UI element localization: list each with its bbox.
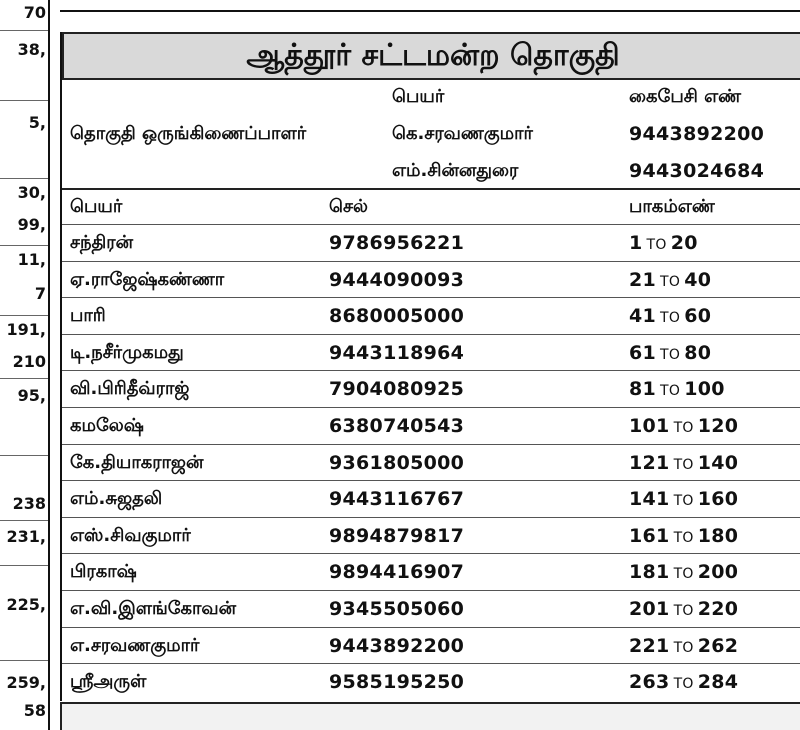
range-to: 220 [697,598,739,620]
table-cell-range [629,634,738,660]
range-from: 221 [629,634,670,657]
range-to: 200 [697,561,739,584]
left-value: 95, [17,386,46,405]
table-cell-range [629,451,738,477]
left-value: 70 [23,3,46,22]
left-value: 30, [17,183,46,202]
left-value: 210 [12,352,46,371]
range-to-label: TO [673,529,694,546]
table-cell-phone: 9345505060 [329,598,465,620]
divider [0,245,48,246]
table-cell-phone: 6380740543 [329,415,465,437]
table-cell-range [629,341,711,367]
range-from: 263 [629,671,670,694]
previous-row-fragment [60,0,800,12]
left-value: 191, [6,320,46,339]
constituency-panel [60,32,800,701]
left-value: 99, [17,215,46,234]
range-to-label: TO [646,237,667,253]
range-to: 284 [697,671,739,694]
table-cell-name: கே.தியாகராஜன் [70,451,204,473]
range-from: 201 [629,598,670,620]
row-divider [62,553,800,554]
table-cell-name: கமலேஷ் [70,415,144,436]
table-cell-phone: 9786956221 [329,232,465,254]
table-cell-phone: 9443116767 [329,488,465,511]
row-divider [62,627,800,628]
range-to: 140 [697,451,739,474]
range-from: 21 [629,268,657,291]
range-from: 61 [629,341,657,364]
range-to: 100 [684,378,725,401]
left-value: 7 [34,284,46,303]
table-cell-name: எஸ்.சிவகுமார் [70,524,191,546]
coordinator-name: எம்.சின்னதுரை [392,160,519,181]
row-divider [62,590,800,591]
range-to-label: TO [673,566,694,583]
row-divider [62,261,800,262]
range-from: 161 [629,524,670,547]
table-cell-name: பிரகாஷ் [70,561,137,583]
left-value: 238 [12,494,46,513]
row-divider [62,224,800,225]
range-to-label: TO [660,346,681,363]
range-from: 1 [629,232,643,254]
divider [0,378,48,379]
range-to: 120 [697,415,739,437]
left-value: 58 [23,701,46,720]
table-cell-name: டி.நசீர்முகமது [70,341,184,363]
table-header-phone: செல் [329,196,368,217]
table-cell-phone: 9585195250 [329,671,465,694]
range-from: 41 [629,305,657,328]
section-divider [62,188,800,190]
divider [0,565,48,566]
range-from: 121 [629,451,670,474]
left-value: 5, [28,113,46,132]
range-from: 181 [629,561,670,584]
row-divider [62,297,800,298]
table-cell-range [629,377,725,403]
left-value: 38, [17,40,46,59]
row-divider [62,517,800,518]
row-divider [62,407,800,408]
row-divider [62,370,800,371]
phone-header: கைபேசி எண் [629,86,742,107]
table-cell-phone: 9444090093 [329,268,465,291]
range-to: 80 [684,341,712,364]
table-cell-name: ஸ்ரீஅருள் [70,671,147,693]
table-cell-range [629,304,711,330]
divider [0,315,48,316]
table-cell-range [629,487,738,513]
divider [0,455,48,456]
table-cell-name: எ.வி.இளங்கோவன் [70,598,237,619]
table-cell-name: வி.பிரிதீவ்ராஜ் [70,378,190,400]
table-cell-range [629,268,711,294]
range-to: 160 [697,488,739,511]
table-cell-range [629,524,738,550]
range-to-label: TO [673,456,694,473]
divider [0,178,48,179]
range-to: 60 [684,305,712,328]
range-to-label: TO [660,273,681,290]
range-to: 20 [670,232,698,254]
table-header-name: பெயர் [70,196,123,217]
range-from: 81 [629,378,657,401]
table-cell-phone: 9361805000 [329,451,465,474]
coordinator-name: கெ.சரவணகுமார் [392,123,533,144]
table-cell-name: எ.சரவணகுமார் [70,634,200,656]
divider [0,660,48,661]
table-cell-name: ஏ.ராஜேஷ்கண்ணா [70,268,225,290]
row-divider [62,480,800,481]
table-header-range: பாகம்எண் [629,196,715,217]
table-cell-phone: 7904080925 [329,378,465,401]
table-cell-range [629,231,698,257]
table-cell-name: சந்திரன் [70,232,134,253]
left-value: 225, [6,595,46,614]
row-divider [62,334,800,335]
row-divider [62,663,800,664]
divider [0,100,48,101]
range-to-label: TO [673,676,694,693]
coordinator-phone: 9443024684 [629,160,765,182]
table-cell-range [629,560,738,586]
range-from: 141 [629,488,670,511]
range-to-label: TO [660,310,681,327]
table-cell-phone: 9443118964 [329,341,465,364]
left-value: 11, [17,250,46,269]
divider [0,30,48,31]
table-cell-phone: 8680005000 [329,305,465,328]
table-cell-phone: 9894879817 [329,524,465,547]
table-cell-range [629,597,738,623]
coordinator-phone: 9443892200 [629,123,765,145]
next-section-fragment [60,702,800,730]
divider [0,520,48,521]
range-to-label: TO [673,420,694,436]
table-cell-phone: 9894416907 [329,561,465,584]
range-to-label: TO [673,639,694,656]
range-to-label: TO [673,603,694,619]
left-column-fragment [0,0,50,730]
table-cell-name: எம்.சுஜதலி [70,488,163,510]
row-divider [62,444,800,445]
range-from: 101 [629,415,670,437]
table-cell-range [629,414,738,440]
table-cell-phone: 9443892200 [329,634,465,657]
coordinator-label: தொகுதி ஒருங்கிணைப்பாளர் [70,123,307,144]
name-header: பெயர் [392,86,445,107]
left-value: 231, [6,527,46,546]
range-to-label: TO [660,383,681,400]
range-to: 262 [697,634,739,657]
panel-title: ஆத்தூர் சட்டமன்ற தொகுதி [62,32,800,80]
table-cell-name: பாரி [70,305,106,327]
range-to: 40 [684,268,712,291]
left-value: 259, [6,673,46,692]
range-to-label: TO [673,493,694,510]
range-to: 180 [697,524,739,547]
table-cell-range [629,670,738,696]
